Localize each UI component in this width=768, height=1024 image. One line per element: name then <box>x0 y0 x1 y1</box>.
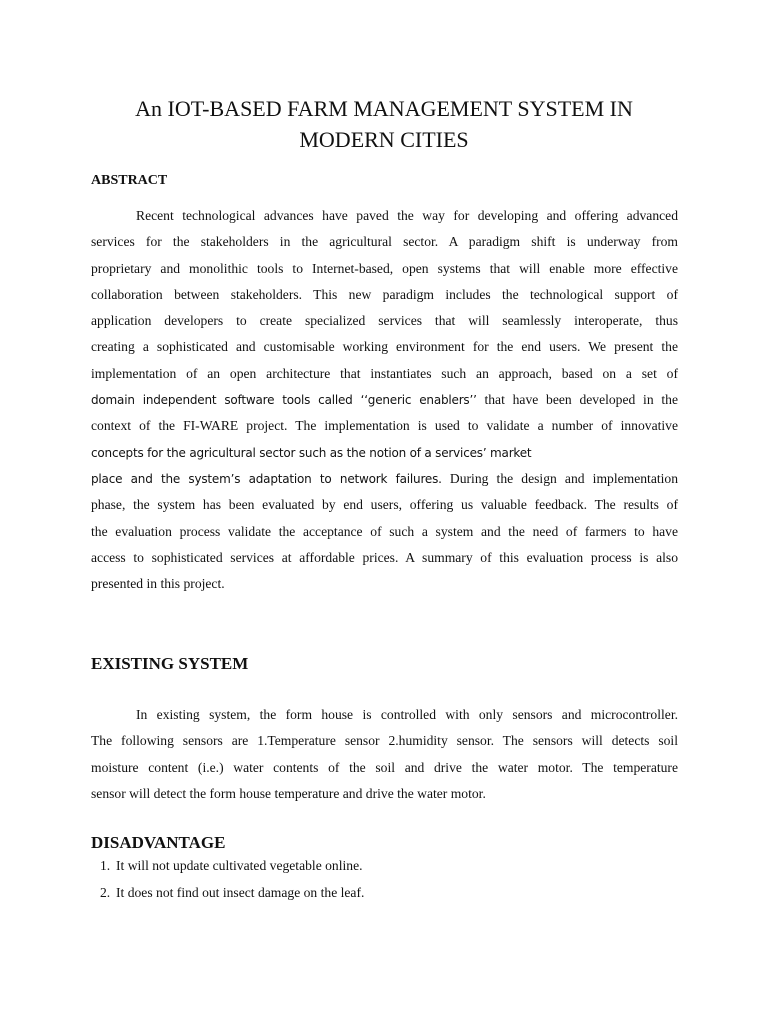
existing-line: In existing system, the form house is controlled with only sensors and microcontroller. <box>136 707 678 722</box>
abstract-line-sans-part: place and the system’s adaptation to network failures. <box>91 471 442 486</box>
abstract-line: the evaluation process validate the acceptance of such a system and the need of farmers to have <box>91 523 678 539</box>
abstract-line: proprietary and monolithic tools to Internet-based, open systems that will enable more effective <box>91 260 678 276</box>
document-title-line-1: An IOT-BASED FARM MANAGEMENT SYSTEM IN <box>135 96 633 121</box>
list-item <box>100 852 364 879</box>
existing-system-heading: EXISTING SYSTEM <box>91 654 249 673</box>
document-title-line-2: MODERN CITIES <box>299 127 469 152</box>
disadvantage-list <box>100 852 364 906</box>
abstract-line: context of the FI-WARE project. The implementation is used to validate a number of innovative <box>91 418 678 434</box>
existing-line: moisture content (i.e.) water contents of the soil and drive the water motor. The temperature <box>91 759 678 775</box>
list-item-number: 1. <box>100 858 111 873</box>
abstract-paragraph <box>91 203 678 597</box>
abstract-line-mixed <box>91 387 678 413</box>
abstract-line-sans-part: domain independent software tools called ‘‘generic enablers’’ <box>91 393 477 408</box>
abstract-line: implementation of an open architecture that instantiates such an approach, based on a set of <box>91 365 678 381</box>
abstract-line: application developers to create specialized services that will seamlessly interoperate, thus <box>91 313 678 329</box>
list-item <box>100 879 364 906</box>
abstract-heading: ABSTRACT <box>91 173 168 188</box>
abstract-line: collaboration between stakeholders. This new paradigm includes the technological support of <box>91 286 678 302</box>
existing-line: The following sensors are 1.Temperature sensor 2.humidity sensor. The sensors will detects soil <box>91 733 678 749</box>
abstract-line: services for the stakeholders in the agricultural sector. A paradigm shift is underway from <box>91 234 678 250</box>
list-item-number: 2. <box>100 885 111 900</box>
existing-line: sensor will detect the form house temperature and drive the water motor. <box>91 785 486 801</box>
abstract-line: access to sophisticated services at affordable prices. A summary of this evaluation process is also <box>91 549 678 565</box>
abstract-line-mixed <box>91 466 678 492</box>
existing-system-paragraph <box>91 702 678 807</box>
list-item-text: It will not update cultivated vegetable online. <box>116 858 363 873</box>
disadvantage-heading: DISADVANTAGE <box>91 833 226 852</box>
abstract-line: creating a sophisticated and customisable working environment for the end users. We present the <box>91 339 678 355</box>
abstract-line: phase, the system has been evaluated by end users, offering us valuable feedback. The results of <box>91 497 678 513</box>
list-item-text: It does not find out insect damage on the leaf. <box>116 885 365 900</box>
abstract-line-serif-part: that have been developed in the <box>476 392 678 408</box>
abstract-line: Recent technological advances have paved the way for developing and offering advanced <box>136 208 678 223</box>
abstract-line: presented in this project. <box>91 576 225 592</box>
abstract-line-serif-part: During the design and implementation <box>441 470 678 486</box>
abstract-line: concepts for the agricultural sector such as the notion of a services’ market <box>91 445 532 460</box>
